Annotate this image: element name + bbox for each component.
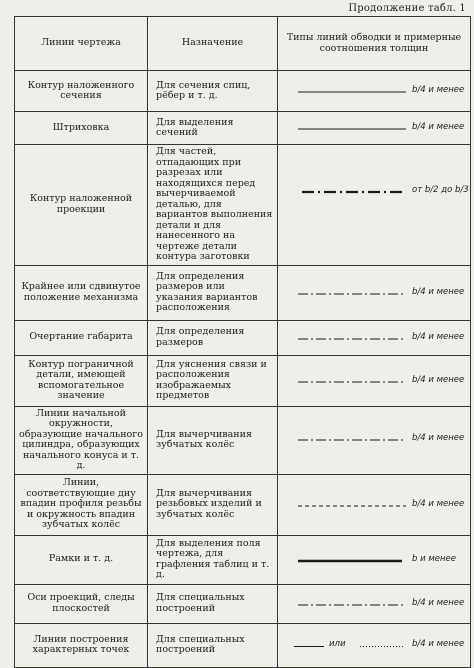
thickness-note: b/4 и менее [412, 85, 465, 95]
purpose-cell: Для специальных построений [148, 623, 278, 667]
purpose-cell: Для выделения поля чертежа, для графления таблиц и т. д. [148, 535, 278, 584]
thickness-note: b/4 и менее [412, 498, 465, 509]
line-sample-cell [278, 265, 471, 320]
line-sample-cell [278, 320, 471, 355]
table-caption: Продолжение табл. 1 [348, 3, 466, 14]
line-name-cell: Штриховка [15, 112, 148, 145]
purpose-cell: Для уяснения связи и расположения изображаемых предметов [148, 355, 278, 406]
line-sample-cell [278, 112, 471, 145]
line-sample-cell [278, 474, 471, 535]
thickness-note: b/4 и менее [412, 374, 465, 385]
line-sample-cell [278, 71, 471, 112]
table-row [15, 145, 471, 266]
table-row [15, 474, 471, 535]
line-name-cell: Линии, соответствующие дну впадин профиля резьбы и окружность впадин зубчатых колёс [15, 474, 148, 535]
line-sample-cell [278, 623, 471, 667]
thickness-note: b/4 и менее [412, 122, 465, 132]
thickness-note: b/4 и менее [412, 597, 465, 608]
header-lines: Линии чертежа [15, 17, 148, 71]
header-purpose: Назначение [148, 17, 278, 71]
thickness-note: b/4 и менее [412, 286, 465, 297]
line-sample-cell [278, 406, 471, 474]
line-types-table [14, 16, 471, 668]
purpose-cell: Для вычерчивания резьбовых изделий и зубчатых колёс [148, 474, 278, 535]
purpose-cell: Для сечения спиц, рёбер и т. д. [148, 71, 278, 112]
header-row [15, 17, 471, 71]
line-name-cell: Контур пограничной детали, имеющей вспомогательное значение [15, 355, 148, 406]
purpose-cell: Для частей, отпадающих при разрезах или находящихся перед вычерчиваемой деталью, для вариантов выполнения детали и для нанесенного на чертеже детали контура заготовки [148, 145, 278, 266]
line-name-cell: Очертание габарита [15, 320, 148, 355]
table-row [15, 535, 471, 584]
line-name-cell: Крайнее или сдвинутое положение механизма [15, 265, 148, 320]
inline-note: или [329, 639, 346, 649]
table-row [15, 623, 471, 667]
table-row [15, 355, 471, 406]
table-row [15, 406, 471, 474]
line-name-cell: Оси проекций, следы плоскостей [15, 584, 148, 623]
thickness-note: b и менее [412, 553, 456, 564]
table-row [15, 265, 471, 320]
purpose-cell: Для специальных построений [148, 584, 278, 623]
header-types: Типы линий обводки и примерные соотношения толщин [278, 17, 471, 71]
line-sample-cell [278, 584, 471, 623]
table-row [15, 320, 471, 355]
table-row [15, 112, 471, 145]
thickness-note: от b/2 до b/3 [412, 185, 469, 195]
line-name-cell: Линии начальной окружности, образующие начального цилиндра, образующих начального конуса и т. д. [15, 406, 148, 474]
purpose-cell: Для определения размеров или указания вариантов расположения [148, 265, 278, 320]
thickness-note: b/4 и менее [412, 331, 465, 342]
line-name-cell: Рамки и т. д. [15, 535, 148, 584]
line-sample-cell [278, 145, 471, 266]
purpose-cell: Для определения размеров [148, 320, 278, 355]
line-sample-cell [278, 355, 471, 406]
thickness-note: b/4 и менее [412, 639, 465, 649]
thickness-note: b/4 и менее [412, 432, 465, 443]
line-name-cell: Контур наложенной проекции [15, 145, 148, 266]
line-name-cell: Линии построения характерных точек [15, 623, 148, 667]
line-sample-cell [278, 535, 471, 584]
purpose-cell: Для вычерчивания зубчатых колёс [148, 406, 278, 474]
table-row [15, 584, 471, 623]
line-name-cell: Контур наложенного сечения [15, 71, 148, 112]
table-row [15, 71, 471, 112]
purpose-cell: Для выделения сечений [148, 112, 278, 145]
